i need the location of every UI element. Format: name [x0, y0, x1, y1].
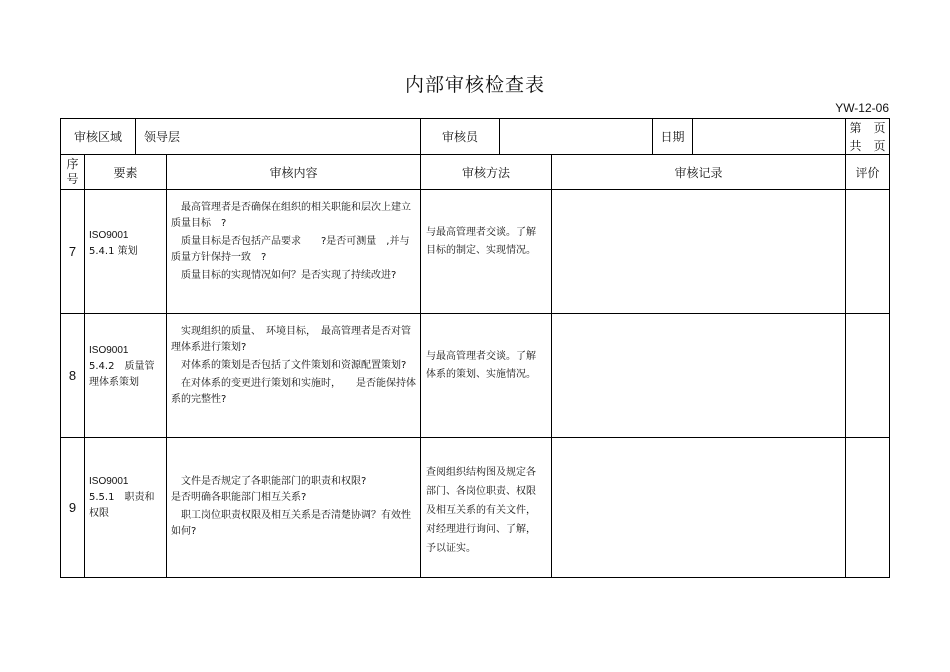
content-item: 文件是否规定了各职能部门的职责和权限? — [171, 476, 367, 487]
table-rule-v — [84, 154, 85, 578]
date-label: 日期 — [660, 130, 685, 144]
table-rule-v — [166, 154, 167, 578]
row-eval[interactable] — [846, 314, 889, 437]
row-content — [171, 324, 417, 410]
row-number: 9 — [68, 500, 77, 515]
content-item: 是否明确各职能部门相互关系? — [171, 492, 307, 503]
audit-area-label: 审核区域 — [73, 130, 122, 144]
page-title: 内部审核检查表 — [404, 74, 545, 96]
content-item: 在对体系的变更进行策划和实施时， 是否能保持体系的完整性? — [171, 378, 416, 405]
column-header-content: 审核内容 — [269, 165, 318, 180]
column-header-record: 审核记录 — [674, 165, 723, 180]
element-clause: 5.5.1 职责和权限 — [89, 492, 155, 519]
row-number: 8 — [68, 368, 77, 383]
content-item: 质量目标是否包括产品要求 ?是否可测量 ,并与质量方针保持一致 ? — [171, 236, 410, 263]
row-content — [171, 200, 417, 286]
row-record[interactable] — [552, 314, 845, 437]
content-item: 职工岗位职责权限及相互关系是否清楚协调？有效性如何? — [171, 510, 411, 537]
column-header-method: 审核方法 — [461, 165, 510, 180]
row-number: 7 — [68, 244, 77, 259]
content-item: 质量目标的实现情况如何？是否实现了持续改进? — [171, 270, 397, 281]
row-record[interactable] — [552, 438, 845, 577]
row-record[interactable] — [552, 190, 845, 313]
row-method: 查阅组织结构图及规定各部门、各岗位职责、权限及相互关系的有关文件，对经理进行询问、了解，予以证实。 — [426, 467, 536, 554]
row-element — [89, 343, 163, 391]
element-clause: 5.4.1 策划 — [89, 246, 138, 257]
column-header-element: 要素 — [113, 165, 138, 180]
table-border-right — [889, 118, 890, 578]
auditor-field[interactable] — [500, 119, 652, 154]
date-field[interactable] — [693, 119, 845, 154]
document-code: YW-12-06 — [835, 101, 889, 115]
content-item: 实现组织的质量、 环境目标， 最高管理者是否对管理体系进行策划? — [171, 326, 411, 353]
audit-area-value: 领导层 — [144, 130, 181, 144]
row-eval[interactable] — [846, 190, 889, 313]
row-eval[interactable] — [846, 438, 889, 577]
row-element — [89, 228, 163, 260]
element-standard: ISO9001 — [89, 476, 129, 487]
row-method: 与最高管理者交谈。了解体系的策划、实施情况。 — [426, 351, 536, 380]
column-header-seq: 序号 — [66, 157, 79, 186]
row-element — [89, 474, 163, 522]
page-total-label: 共 页 — [849, 138, 886, 153]
element-standard: ISO9001 — [89, 230, 129, 241]
content-item: 最高管理者是否确保在组织的相关职能和层次上建立质量目标 ? — [171, 202, 411, 229]
element-standard: ISO9001 — [89, 345, 129, 356]
column-header-eval: 评价 — [855, 165, 880, 180]
row-content — [171, 474, 417, 542]
element-clause: 5.4.2 质量管理体系策划 — [89, 361, 155, 388]
auditor-label: 审核员 — [441, 130, 478, 144]
row-method: 与最高管理者交谈。了解目标的制定、实现情况。 — [426, 227, 536, 256]
content-item: 对体系的策划是否包括了文件策划和资源配置策划? — [171, 360, 407, 371]
table-border-bottom — [60, 577, 890, 578]
page-number-label: 第 页 — [849, 121, 886, 135]
